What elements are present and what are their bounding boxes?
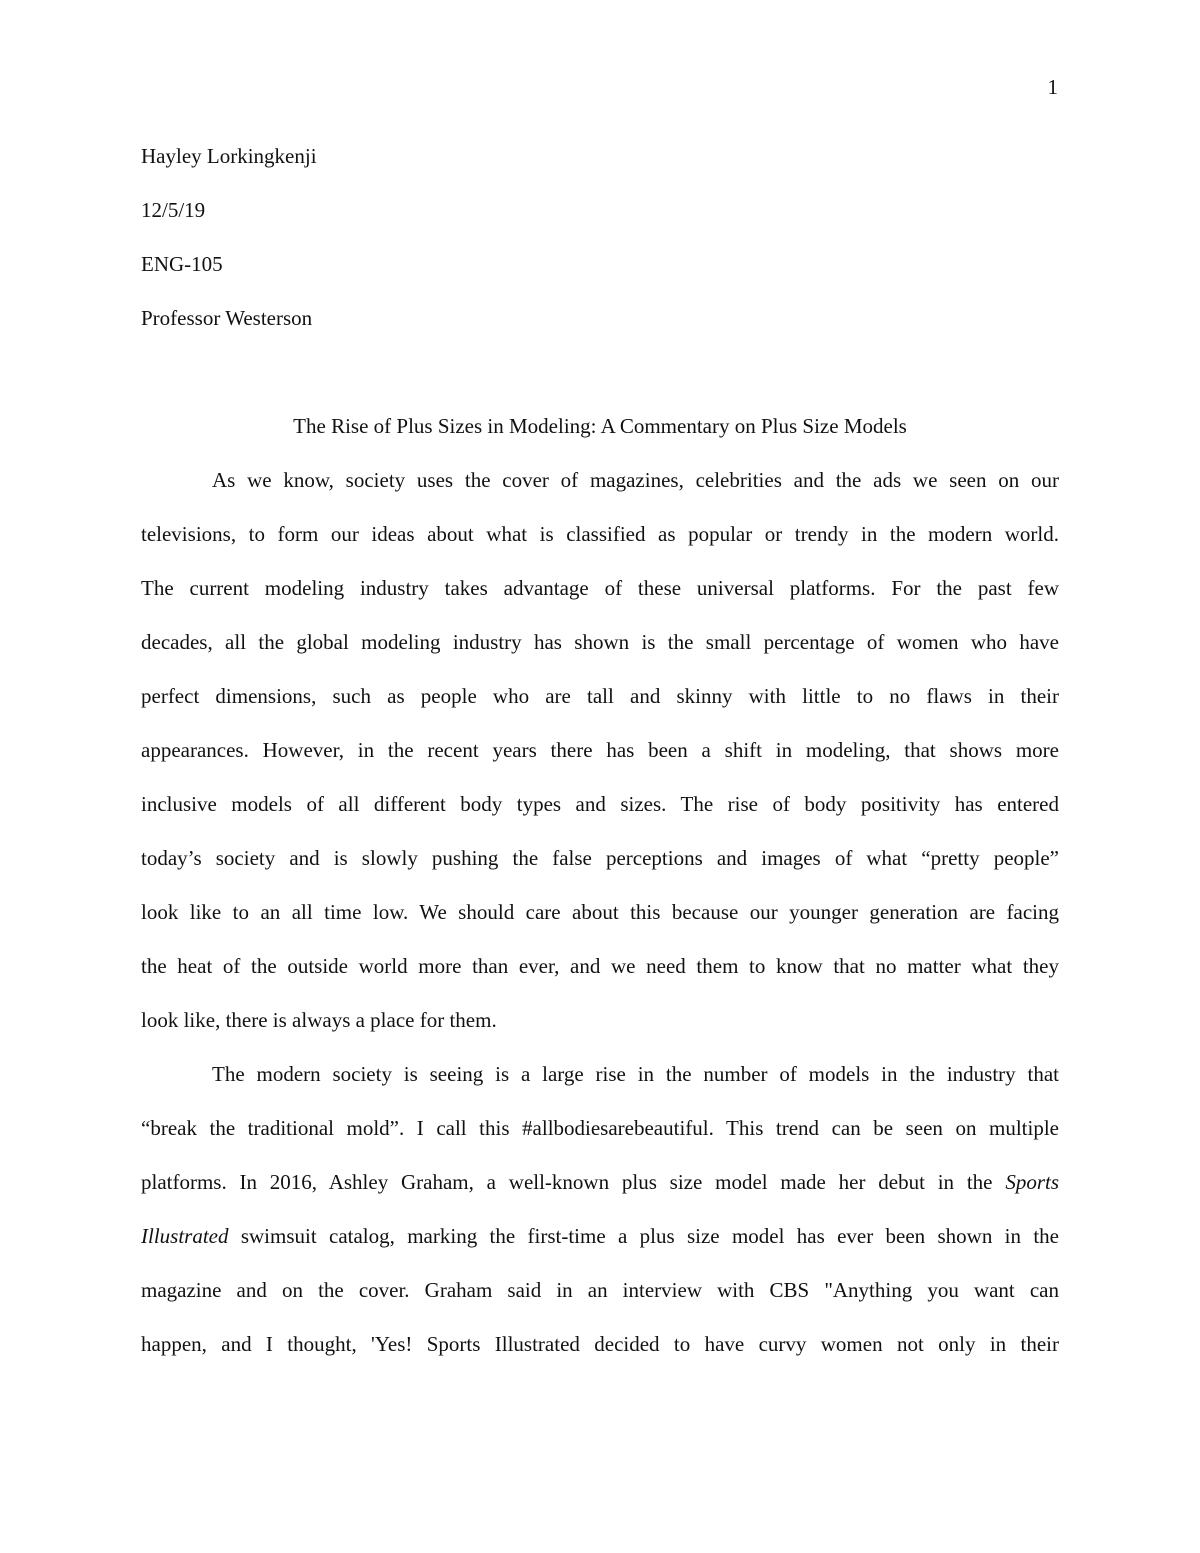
paragraph-2 [141,1061,1059,1385]
course-code: ENG-105 [141,252,223,276]
paragraph-line [141,1223,1059,1277]
paragraph-line: decades, all the global modeling industry has shown is the small percentage of women who have [141,630,1059,654]
text-run: platforms. In 2016, Ashley Graham, a well-known plus size model made her debut in the [141,1170,1006,1194]
paragraph-1 [141,467,1059,1061]
paragraph-line: The current modeling industry takes advantage of these universal platforms. For the past few [141,576,1059,600]
paragraph-line: look like to an all time low. We should care about this because our younger generation are facing [141,900,1059,924]
paragraph-line: televisions, to form our ideas about what is classified as popular or trendy in the modern world. [141,522,1059,546]
essay-title: The Rise of Plus Sizes in Modeling: A Commentary on Plus Size Models [293,414,907,438]
paragraph-line: The modern society is seeing is a large rise in the number of models in the industry that [212,1062,1059,1086]
paragraph-line: appearances. However, in the recent years there has been a shift in modeling, that shows more [141,738,1059,762]
paragraph-line: happen, and I thought, 'Yes! Sports Illustrated decided to have curvy women not only in their [141,1332,1059,1356]
submission-date: 12/5/19 [141,198,206,222]
professor-name: Professor Westerson [141,306,313,330]
paragraph-line: today’s society and is slowly pushing the false perceptions and images of what “pretty people” [141,846,1059,870]
paragraph-line: inclusive models of all different body types and sizes. The rise of body positivity has entered [141,792,1059,816]
paragraph-line: magazine and on the cover. Graham said in an interview with CBS "Anything you want can [141,1278,1059,1302]
paragraph-line: the heat of the outside world more than ever, and we need them to know that no matter what they [141,954,1059,978]
italic-publication-title: Sports [1005,1170,1059,1194]
italic-publication-title: Illustrated [141,1224,229,1248]
text-run: swimsuit catalog, marking the first-time a plus size model has ever been shown in the [228,1224,1059,1248]
paragraph-line: perfect dimensions, such as people who are tall and skinny with little to no flaws in their [141,684,1059,708]
author-name: Hayley Lorkingkenji [141,144,317,168]
paragraph-line: As we know, society uses the cover of magazines, celebrities and the ads we seen on our [212,468,1059,492]
paragraph-line: look like, there is always a place for them. [141,1008,497,1032]
paragraph-line [141,1169,1059,1223]
paragraph-line: “break the traditional mold”. I call this #allbodiesarebeautiful. This trend can be seen on multiple [141,1116,1059,1140]
document-body [141,143,1059,1385]
page-number: 1 [1047,75,1058,99]
empty-line [141,359,1059,413]
